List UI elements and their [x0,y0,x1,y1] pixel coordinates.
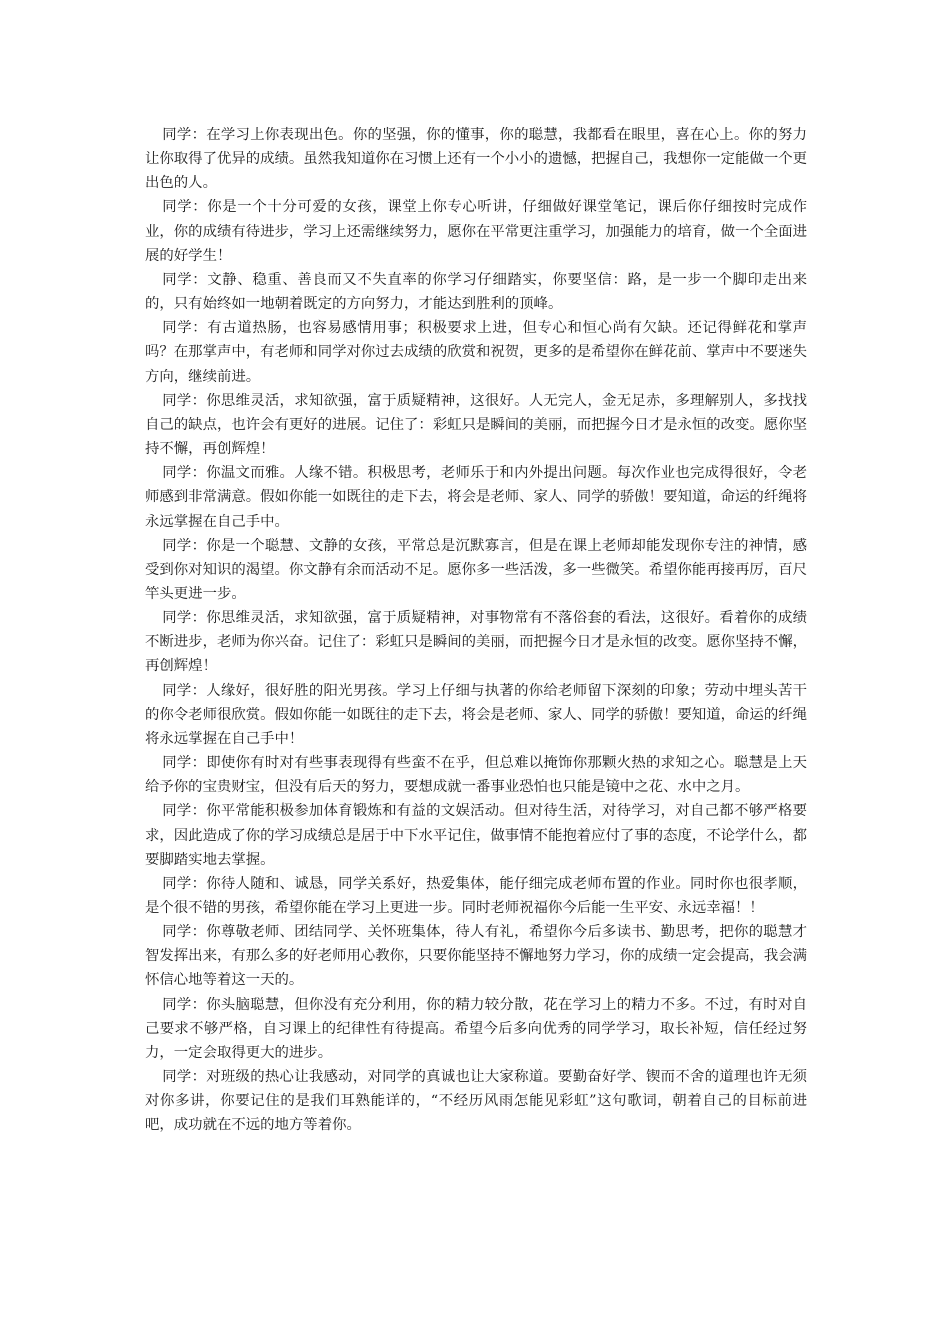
document-body [145,123,807,1138]
comment-paragraph-3: 同学：文静、稳重、善良而又不失直率的你学习仔细踏实，你要坚信：路，是一步一个脚印走出来的，只有始终如一地朝着既定的方向努力，才能达到胜利的顶峰。 [145,271,807,313]
comment-paragraph-10: 同学：即使你有时对有些事表现得有些蛮不在乎，但总难以掩饰你那颗火热的求知之心。聪慧是上天给予你的宝贵财宝，但没有后天的努力，要想成就一番事业恐怕也只能是镜中之花、水中之月。 [145,755,807,796]
comment-paragraph-2: 同学：你是一个十分可爱的女孩，课堂上你专心听讲，仔细做好课堂笔记，课后你仔细按时完成作业，你的成绩有待进步，学习上还需继续努力，愿你在平常更注重学习，加强能力的培育，做一个全面进展的好学生！ [145,199,807,264]
comment-paragraph-9: 同学：人缘好，很好胜的阳光男孩。学习上仔细与执著的你给老师留下深刻的印象；劳动中埋头苦干的你令老师很欣赏。假如你能一如既往的走下去，将会是老师、家人、同学的骄傲！要知道，命运的纤绳将永远掌握在自己手中！ [145,682,807,747]
comment-paragraph-5: 同学：你思维灵活，求知欲强，富于质疑精神，这很好。人无完人，金无足赤，多理解别人，多找找自己的缺点，也许会有更好的进展。记住了：彩虹只是瞬间的美丽，而把握今日才是永恒的改变。愿你坚持不懈，再创辉煌！ [145,392,807,458]
comment-paragraph-12: 同学：你待人随和、诚恳，同学关系好，热爱集体，能仔细完成老师布置的作业。同时你也很孝顺，是个很不错的男孩，希望你能在学习上更进一步。同时老师祝福你今后能一生平安、永远幸福！！ [145,875,807,916]
comment-paragraph-1: 同学：在学习上你表现出色。你的坚强，你的懂事，你的聪慧，我都看在眼里，喜在心上。你的努力让你取得了优异的成绩。虽然我知道你在习惯上还有一个小小的遗憾，把握自己，我想你一定能做一个更出色的人。 [145,127,807,192]
comment-paragraph-11: 同学：你平常能积极参加体育锻炼和有益的文娱活动。但对待生活，对待学习，对自己都不够严格要求，因此造成了你的学习成绩总是居于中下水平记住，做事情不能抱着应付了事的态度，不论学什么，都要脚踏实地去掌握。 [145,803,807,868]
comment-paragraph-13: 同学：你尊敬老师、团结同学、关怀班集体，待人有礼，希望你今后多读书、勤思考，把你的聪慧才智发挥出来，有那么多的好老师用心教你，只要你能坚持不懈地努力学习，你的成绩一定会提高，我会满怀信心地等着这一天的。 [145,924,807,989]
comment-paragraph-6: 同学：你温文而雅。人缘不错。积极思考，老师乐于和内外提出问题。每次作业也完成得很好，令老师感到非常满意。假如你能一如既往的走下去，将会是老师、家人、同学的骄傲！要知道，命运的纤绳将永远掌握在自己手中。 [145,465,807,530]
comment-paragraph-8: 同学：你思维灵活，求知欲强，富于质疑精神，对事物常有不落俗套的看法，这很好。看着你的成绩不断进步，老师为你兴奋。记住了：彩虹只是瞬间的美丽，而把握今日才是永恒的改变。愿你坚持不懈，再创辉煌！ [145,610,807,675]
comment-paragraph-14: 同学：你头脑聪慧，但你没有充分利用，你的精力较分散，花在学习上的精力不多。不过，有时对自己要求不够严格，自习课上的纪律性有待提高。希望今后多向优秀的同学学习，取长补短，信任经过努力，一定会取得更大的进步。 [145,996,807,1061]
comment-paragraph-15: 同学：对班级的热心让我感动，对同学的真诚也让大家称道。要勤奋好学、锲而不舍的道理也许无须对你多讲，你要记住的是我们耳熟能详的，“不经历风雨怎能见彩虹”这句歌词，朝着自己的目标前进吧，成功就在不远的地方等着你。 [145,1069,807,1134]
comment-paragraph-4: 同学：有古道热肠，也容易感情用事；积极要求上进，但专心和恒心尚有欠缺。还记得鲜花和掌声吗？在那掌声中，有老师和同学对你过去成绩的欣赏和祝贺，更多的是希望你在鲜花前、掌声中不要迷失方向，继续前进。 [145,320,807,385]
comment-paragraph-7: 同学：你是一个聪慧、文静的女孩，平常总是沉默寡言，但是在课上老师却能发现你专注的神情，感受到你对知识的渴望。你文静有余而活动不足。愿你多一些活泼，多一些微笑。希望你能再接再厉，百尺竿头更进一步。 [145,537,807,602]
